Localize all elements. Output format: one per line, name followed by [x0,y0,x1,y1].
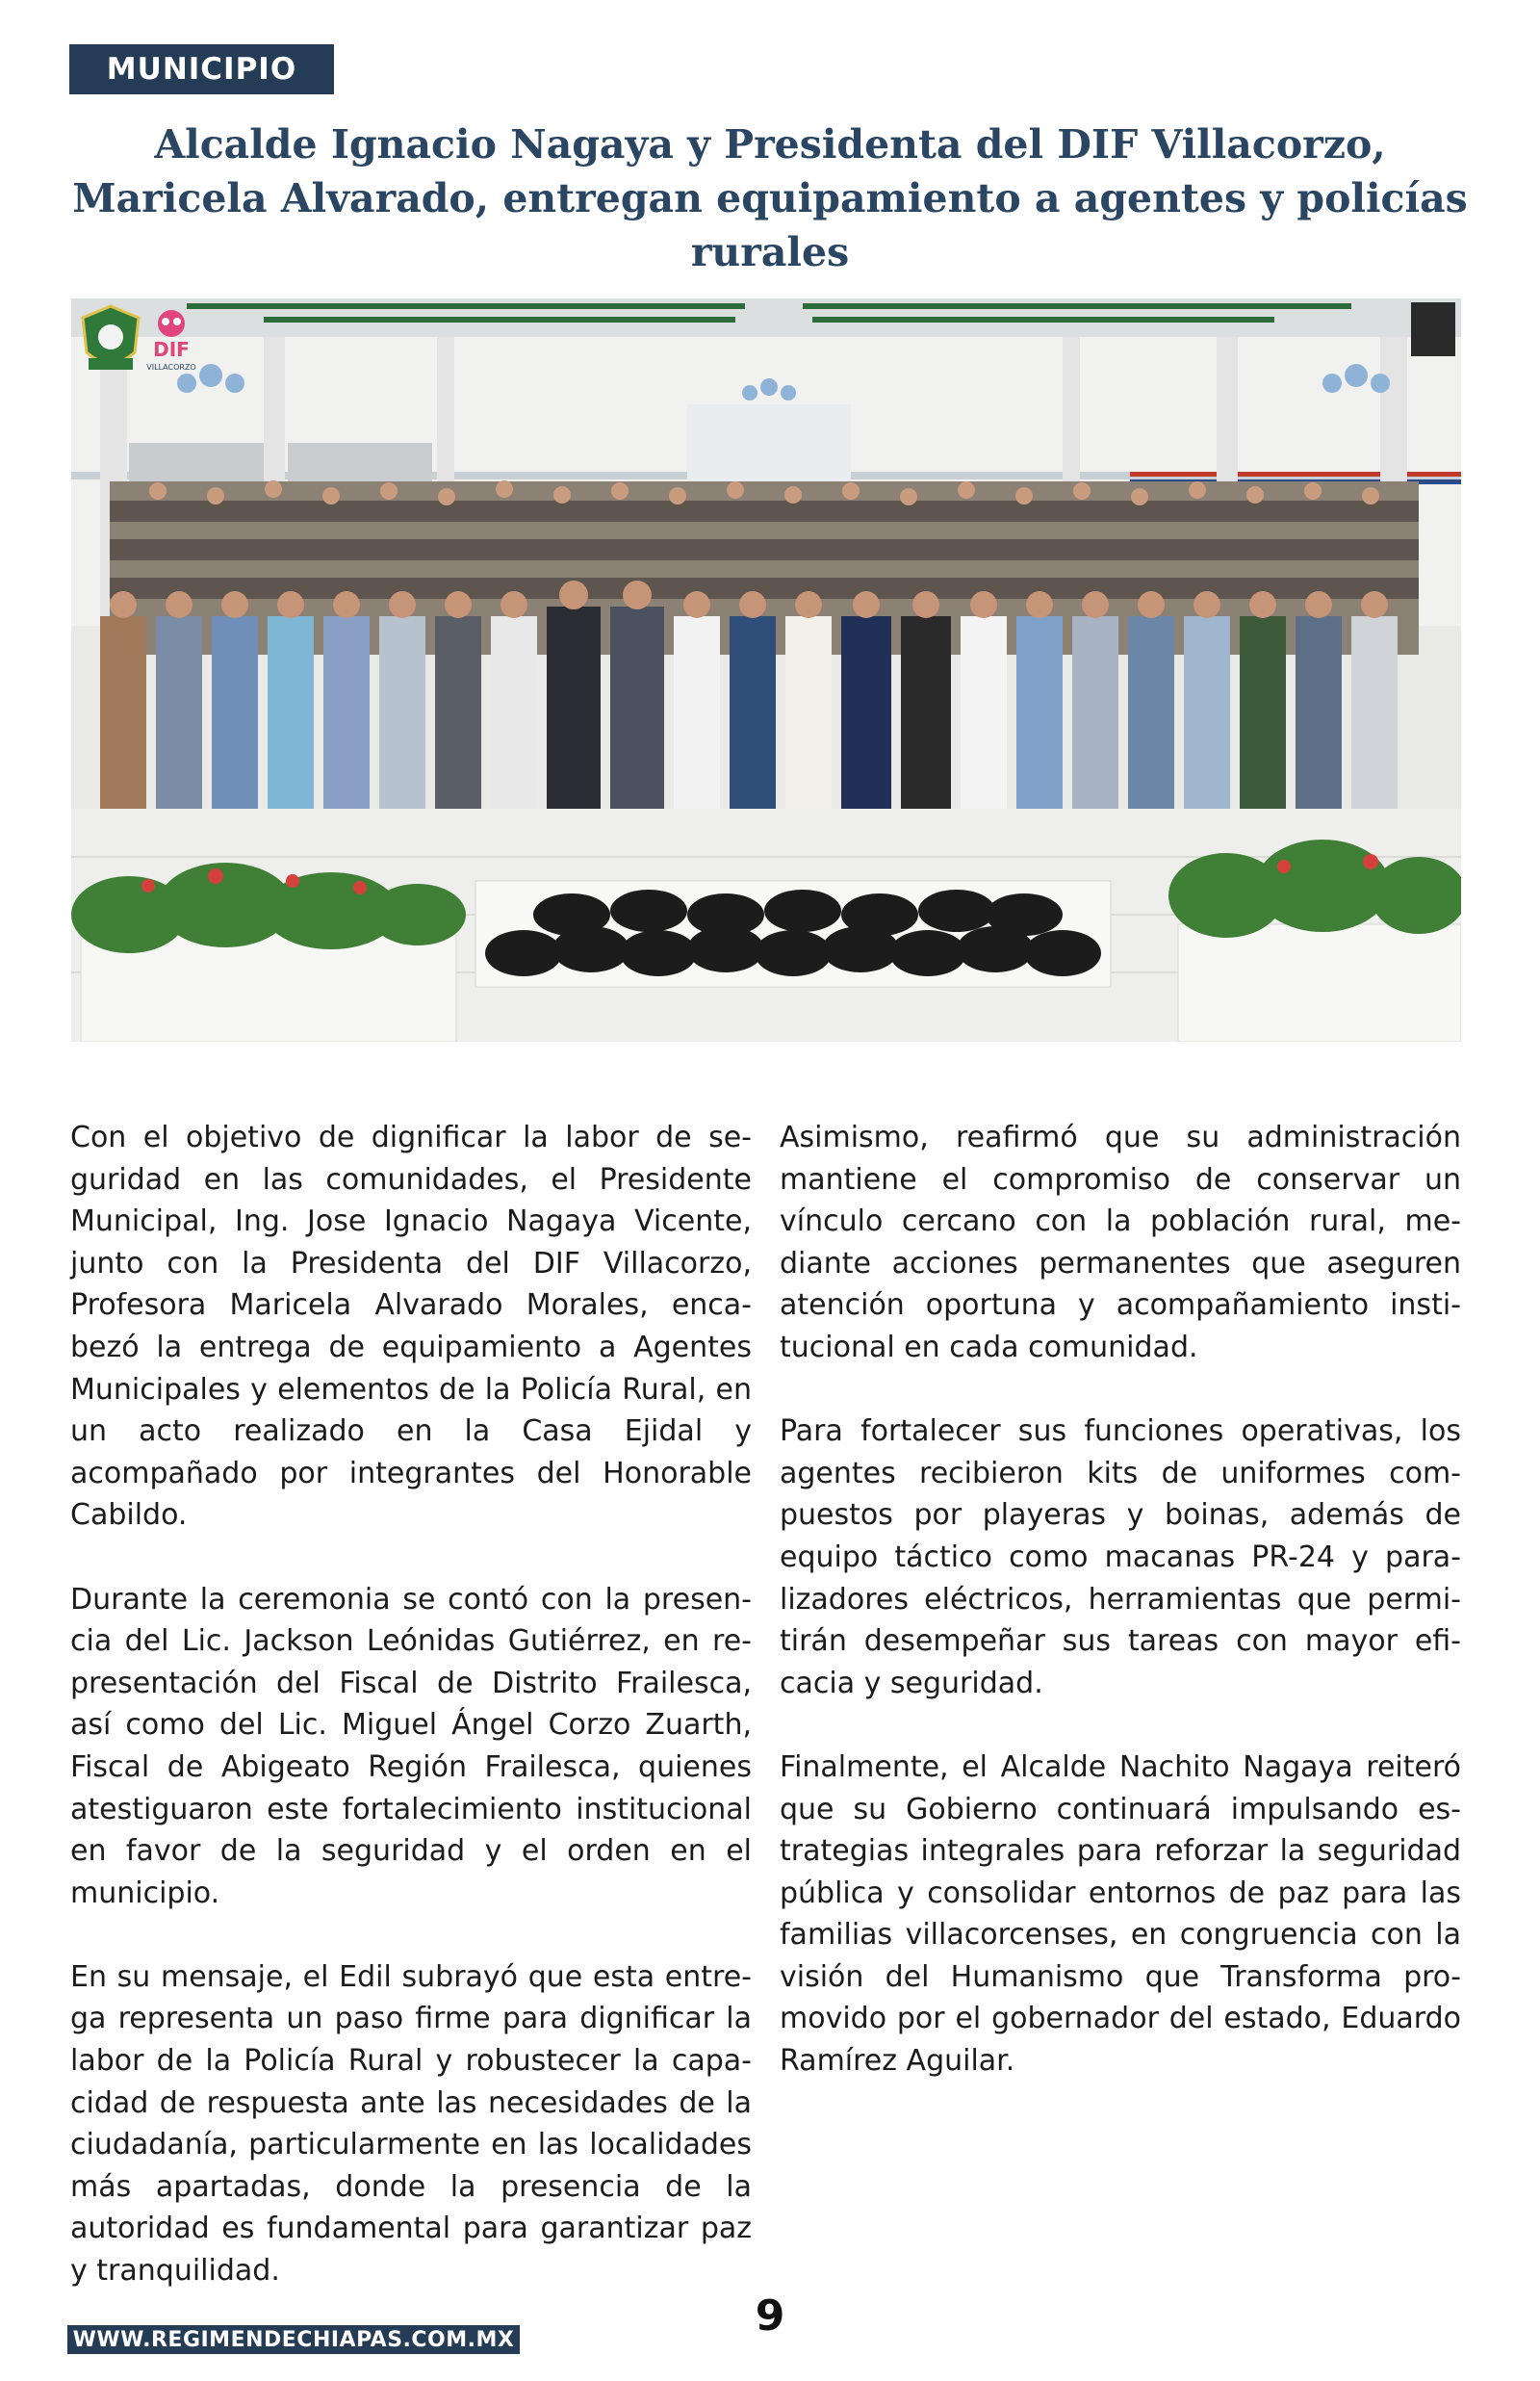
dif-logo [144,308,198,375]
article-paragraph: Durante la ceremonia se contó con la presencia del Lic. Jackson Leónidas Gutiérrez, en representación del Fiscal de Distrito Frailesca, así como del Lic. Miguel Ángel Corzo Zuarth, Fiscal de Abigeato Región Frailesca, quienes atestiguaron este fortalecimiento institucional en favor de la seguridad y el orden en el municipio. [70,1582,752,1910]
article-paragraph: Con el objetivo de dignificar la labor de seguridad en las comunidades, el Presidente Municipal, Ing. Jose Ignacio Nagaya Vicente, junto con la Presidenta del DIF Villacorzo, Profesora Maricela Alvarado Morales, encabezó la entrega de equipamiento a Agentes Municipales y elementos de la Policía Rural, en un acto realizado en la Casa Ejidal y acompañado por integrantes del Honorable Cabildo. [70,1121,752,1533]
footer-website-link[interactable]: WWW.REGIMENDECHIAPAS.COM.MX [67,2325,520,2354]
headline: Alcalde Ignacio Nagaya y Presidenta del DIF Villacorzo, Maricela Alvarado, entregan equipamiento a agentes y policías rurales [72,121,1468,275]
dif-logo-text: DIF [153,338,190,361]
article-column-left [70,1117,752,2334]
section-tag: MUNICIPIO [69,44,334,94]
dif-logo-subtext: VILLACORZO [146,363,196,372]
article-paragraph: En su mensaje, el Edil subrayó que esta entrega representa un paso firme para dignificar la labor de la Policía Rural y robustecer la capacidad de respuesta ante las necesidades de la ciudadanía, particularmente en las localidades más apartadas, donde la presencia de la autoridad es fundamental para garantizar paz y tranquilidad. [70,1959,752,2289]
municipal-shield-logo [79,304,142,375]
article-column-right [780,1117,1461,2124]
event-photo-illustration [71,298,1461,1042]
page-number: 9 [755,2291,785,2341]
article-photo [71,298,1461,1042]
article-paragraph: Asimismo, reafirmó que su administración mantiene el compromiso de conservar un vínculo cercano con la población rural, mediante acciones permanentes que aseguren atención oportuna y acompañamiento institucional en cada comunidad. [780,1121,1461,1364]
article-paragraph: Finalmente, el Alcalde Nachito Nagaya reiteró que su Gobierno continuará impulsando estrategias integrales para reforzar la seguridad pública y consolidar entornos de paz para las familias villacorcenses, en congruencia con la visión del Humanismo que Transforma promovido por el gobernador del estado, Eduardo Ramírez Aguilar. [780,1749,1461,2079]
article-paragraph: Para fortalecer sus funciones operativas, los agentes recibieron kits de uniformes compuestos por playeras y boinas, además de equipo táctico como macanas PR-24 y paralizadores eléctricos, herramientas que permitirán desempeñar sus tareas con mayor eficacia y seguridad. [780,1414,1461,1700]
